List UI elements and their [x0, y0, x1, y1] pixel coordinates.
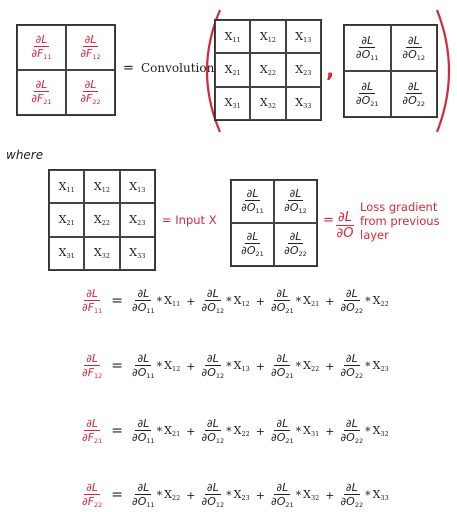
multiply-sign: *	[295, 359, 302, 373]
plus-sign: +	[255, 488, 265, 502]
x-element: $X_{32}$	[303, 488, 320, 502]
x-cell	[49, 237, 84, 270]
x-cell	[250, 53, 285, 86]
dL-dO-total	[336, 206, 354, 240]
multiply-sign: *	[156, 424, 163, 438]
x-cell	[84, 237, 119, 270]
fraction: $\frac{\partial L}{\partial F_{22}}$	[82, 480, 103, 509]
x-element: $X_{32}$	[372, 424, 389, 438]
x-element: $X_{12}$	[233, 294, 250, 308]
equation-term	[271, 288, 319, 315]
equation-row	[82, 349, 389, 383]
plus-sign: +	[255, 424, 265, 438]
input-x-matrix	[48, 169, 156, 271]
fraction: $\frac{\partial L}{\partial O_{11}}$	[132, 351, 155, 380]
equation-row	[82, 478, 389, 512]
multiply-sign: *	[156, 359, 163, 373]
fraction: $\frac{\partial L}{\partial F_{12}}$	[80, 33, 101, 62]
equation-term	[202, 288, 250, 315]
dL-dO-matrix	[230, 179, 318, 267]
fraction: $\frac{\partial L}{\partial O_{22}}$	[340, 480, 364, 509]
x-element: $X_{31}$	[58, 246, 75, 261]
dO22-cell	[274, 223, 317, 266]
fraction: $\frac{\partial L}{\partial O_{22}}$	[340, 416, 364, 445]
right-paren	[433, 8, 457, 134]
x-element: $X_{22}$	[303, 359, 320, 373]
x-element: $X_{21}$	[303, 294, 320, 308]
fraction: $\frac{\partial L}{\partial F_{11}}$	[82, 286, 103, 315]
dF11-cell	[17, 25, 66, 70]
fraction: $\frac{\partial L}{\partial F_{21}}$	[82, 416, 103, 445]
fraction: $\frac{\partial L}{\partial O_{22}}$	[340, 351, 364, 380]
dO12-cell	[391, 25, 438, 71]
plus-sign: +	[186, 424, 196, 438]
plus-sign: +	[325, 359, 335, 373]
equation-term	[340, 418, 388, 445]
plus-sign: +	[186, 488, 196, 502]
equation-term	[340, 353, 388, 380]
fraction: $\frac{\partial L}{\partial O_{11}}$	[132, 286, 155, 315]
equation-term	[271, 418, 319, 445]
dF12-cell	[66, 25, 115, 70]
where-label: where	[6, 148, 44, 162]
x-cell	[250, 20, 285, 53]
equation-term	[202, 353, 250, 380]
x-element: $X_{23}$	[295, 62, 312, 77]
fraction: $\frac{\partial L}{\partial O_{21}}$	[355, 79, 379, 108]
dF22-cell	[66, 70, 115, 115]
fraction: $\frac{\partial L}{\partial O_{21}}$	[241, 230, 264, 259]
dF21-cell	[17, 70, 66, 115]
multiply-sign: *	[365, 359, 371, 373]
multiply-sign: *	[156, 294, 163, 308]
plus-sign: +	[186, 294, 196, 308]
x-element: $X_{32}$	[259, 96, 277, 111]
multiply-sign: *	[226, 488, 232, 502]
equation-row	[82, 284, 389, 318]
fraction: $\frac{\partial L}{\partial O_{12}}$	[201, 351, 225, 380]
multiply-sign: *	[365, 488, 371, 502]
x-cell	[250, 87, 285, 120]
fraction: $\frac{\partial L}{\partial O_{12}}$	[402, 33, 426, 62]
x-element: $X_{33}$	[295, 96, 312, 111]
x-element: $X_{21}$	[164, 424, 181, 438]
equals-sign: =	[111, 423, 124, 439]
fraction: $\frac{\partial L}{\partial O_{22}}$	[284, 230, 307, 259]
multiply-sign: *	[365, 424, 371, 438]
multiply-sign: *	[365, 294, 371, 308]
x-element: $X_{31}$	[303, 424, 320, 438]
multiply-sign: *	[226, 424, 232, 438]
dL-dF-matrix	[16, 24, 116, 116]
x-element: $X_{31}$	[224, 96, 241, 111]
fraction: $\frac{\partial L}{\partial O_{12}}$	[201, 480, 225, 509]
x-element: $X_{23}$	[372, 359, 389, 373]
dL-dO-matrix-top	[343, 24, 438, 118]
x-element: $X_{32}$	[93, 246, 111, 261]
x-element: $X_{12}$	[259, 29, 277, 44]
fraction: $\frac{\partial L}{\partial O_{11}}$	[132, 416, 155, 445]
equation-term	[202, 482, 250, 509]
x-element: $X_{21}$	[224, 62, 241, 77]
equation-term	[132, 482, 180, 509]
fraction: $\frac{\partial L}{\partial F_{22}}$	[80, 78, 101, 107]
equals-sign: =	[111, 293, 124, 309]
fraction: $\frac{\partial L}{\partial F_{11}}$	[31, 33, 52, 62]
plus-sign: +	[255, 294, 265, 308]
equation-term	[132, 418, 180, 445]
x-element: $X_{23}$	[233, 488, 250, 502]
x-element: $X_{21}$	[58, 212, 75, 227]
x-element: $X_{11}$	[164, 294, 181, 308]
convolution-label: Convolution	[141, 61, 215, 75]
equals-sign: =	[123, 61, 134, 76]
plus-sign: +	[186, 359, 196, 373]
x-cell	[120, 170, 155, 203]
x-element: $X_{11}$	[224, 29, 241, 44]
multiply-sign: *	[295, 424, 302, 438]
x-element: $X_{22}$	[164, 488, 181, 502]
fraction: $\frac{\partial L}{\partial O_{22}}$	[340, 286, 364, 315]
multiply-sign: *	[226, 359, 232, 373]
plus-sign: +	[325, 294, 335, 308]
x-cell	[49, 203, 84, 236]
dO22-cell	[391, 71, 438, 117]
dO11-cell	[231, 180, 274, 223]
dO11-cell	[344, 25, 391, 71]
equation-term	[340, 482, 388, 509]
x-element: $X_{13}$	[233, 359, 250, 373]
x-cell	[120, 203, 155, 236]
equation-term	[132, 353, 180, 380]
x-cell	[120, 237, 155, 270]
fraction: $\frac{\partial L}{\partial O_{12}}$	[201, 286, 225, 315]
input-x-label: = Input X	[162, 213, 217, 227]
loss-gradient-label: Loss gradient from previous layer	[360, 200, 440, 242]
x-element: $X_{22}$	[233, 424, 250, 438]
x-element: $X_{22}$	[259, 62, 277, 77]
x-cell	[286, 53, 321, 86]
fraction: $\frac{\partial L}{\partial F_{12}}$	[82, 351, 103, 380]
x-element: $X_{22}$	[372, 294, 389, 308]
fraction: $\frac{\partial L}{\partial O_{11}}$	[132, 480, 155, 509]
multiply-sign: *	[295, 488, 302, 502]
plus-sign: +	[325, 424, 335, 438]
multiply-sign: *	[295, 294, 302, 308]
x-cell	[215, 87, 250, 120]
comma-separator: ,	[326, 58, 335, 83]
equals-sign-2: =	[323, 213, 334, 228]
x-element: $X_{13}$	[129, 179, 146, 194]
x-element: $X_{33}$	[372, 488, 389, 502]
fraction: $\frac{\partial L}{\partial O_{21}}$	[271, 416, 294, 445]
plus-sign: +	[325, 488, 335, 502]
dO21-cell	[231, 223, 274, 266]
fraction: $\frac{\partial L}{\partial O_{11}}$	[241, 187, 264, 216]
x-element: $X_{33}$	[129, 246, 146, 261]
fraction: $\frac{\partial L}{\partial O_{11}}$	[355, 33, 379, 62]
equals-sign: =	[111, 358, 124, 374]
fraction: $\frac{\partial L}{\partial O_{21}}$	[271, 286, 294, 315]
dO21-cell	[344, 71, 391, 117]
multiply-sign: *	[156, 488, 163, 502]
x-element: $X_{12}$	[164, 359, 181, 373]
equation-row	[82, 414, 389, 448]
fraction: $\frac{\partial L}{\partial O_{12}}$	[284, 187, 307, 216]
fraction: $\frac{\partial L}{\partial O_{22}}$	[402, 79, 426, 108]
x-cell	[286, 87, 321, 120]
equation-term	[271, 353, 319, 380]
multiply-sign: *	[226, 294, 232, 308]
equation-term	[132, 288, 180, 315]
x-element: $X_{12}$	[93, 179, 111, 194]
equation-term	[271, 482, 319, 509]
equation-term	[202, 418, 250, 445]
x-element: $X_{13}$	[295, 29, 312, 44]
fraction: $\frac{\partial L}{\partial O}$	[336, 210, 354, 241]
x-element: $X_{22}$	[93, 212, 111, 227]
fraction: $\frac{\partial L}{\partial O_{21}}$	[271, 480, 294, 509]
input-x-matrix-top	[214, 19, 322, 121]
x-cell	[49, 170, 84, 203]
fraction: $\frac{\partial L}{\partial F_{21}}$	[31, 78, 52, 107]
x-cell	[286, 20, 321, 53]
fraction: $\frac{\partial L}{\partial O_{12}}$	[201, 416, 225, 445]
plus-sign: +	[255, 359, 265, 373]
equals-sign: =	[111, 487, 124, 503]
x-cell	[215, 53, 250, 86]
fraction: $\frac{\partial L}{\partial O_{21}}$	[271, 351, 294, 380]
x-cell	[215, 20, 250, 53]
equation-term	[340, 288, 388, 315]
dO12-cell	[274, 180, 317, 223]
x-cell	[84, 203, 119, 236]
x-cell	[84, 170, 119, 203]
x-element: $X_{23}$	[129, 212, 146, 227]
x-element: $X_{11}$	[58, 179, 75, 194]
